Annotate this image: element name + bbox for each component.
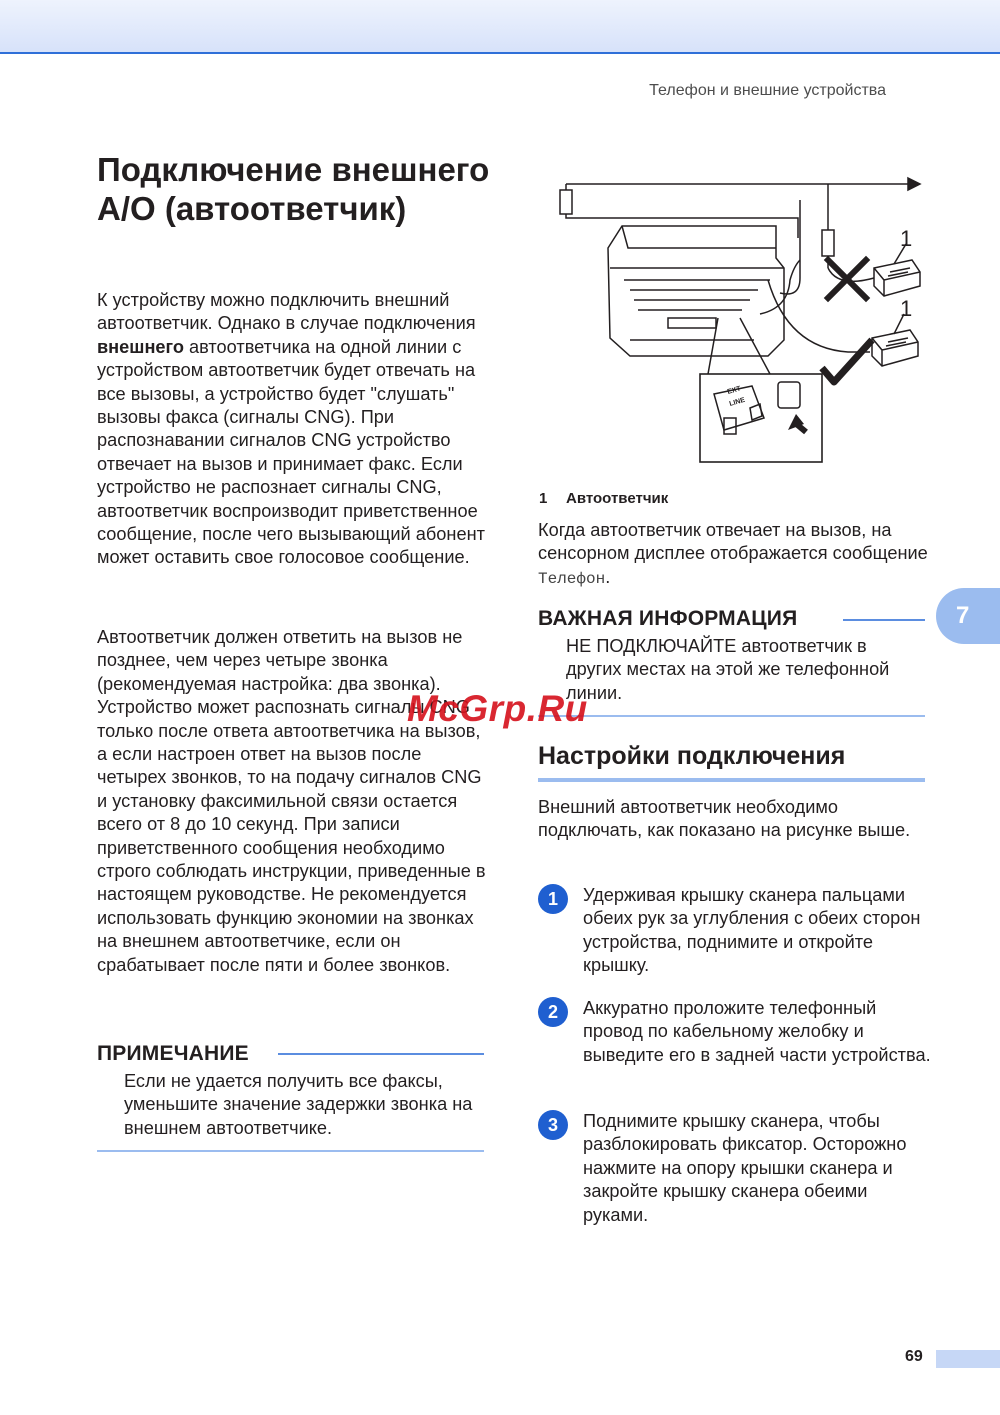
timing-paragraph: Автоответчик должен ответить на вызов не позднее, чем через четыре звонка (рекомендуемая настройка: два звонка). Устройство может распознать сигналы CNG только после ответа автоответчика на вызов, а если настроен ответ на вызов после четырех звонков, то на подачу сигналов CNG и установку факсимильной связи остается всего от 8 до 10 секунд. При записи приветственного сообщения необходимо строго соблюдать инструкции, приведенные в настоящем руководстве. Не рекомендуется использовать функцию экономии на звонках на внешнем автоответчике, если он срабатывает после пяти и более звонков.	[97, 627, 486, 975]
page-number: 69	[905, 1348, 923, 1365]
top-header-band	[0, 0, 1000, 54]
callout-1-top: 1	[900, 226, 913, 251]
intro-text-end: автоответчика на одной линии с устройством автоответчик будет отвечать на все вызовы, а устройство будет "слушать" вызовы факса (сигналы CNG). При распознавании сигналов CNG устройство отвечает на вызов и принимает факс. Если устройство не распознает сигналы CNG, автоответчик воспроизводит приветственное сообщение, после чего вызывающий абонент может оставить свое голосовое сообщение.	[97, 336, 485, 568]
parallel-jack-icon	[822, 230, 834, 256]
figure-legend	[539, 490, 668, 507]
important-text: НЕ ПОДКЛЮЧАЙТЕ автоответчик в других местах на этой же телефонной линии.	[566, 636, 890, 703]
answering-machine-top-icon	[874, 260, 920, 296]
step-1-number-icon: 1	[538, 884, 568, 914]
important-rule-top	[843, 619, 925, 621]
running-header: Телефон и внешние устройства	[649, 82, 886, 99]
legend-number: 1	[539, 490, 548, 507]
step-3-text: Поднимите крышку сканера, чтобы разблокировать фиксатор. Осторожно нажмите на опору крышки сканера и закройте крышку сканера обеими руками.	[583, 1111, 907, 1225]
watermark: McGrp.Ru	[407, 688, 588, 729]
note-rule-top	[278, 1053, 484, 1055]
note-rule-bottom	[97, 1150, 484, 1152]
step-1-text: Удерживая крышку сканера пальцами обеих рук за углубления с обеих сторон устройства, поднимите и откройте крышку.	[583, 885, 921, 976]
note-title: ПРИМЕЧАНИЕ	[97, 1042, 249, 1065]
cross-icon	[828, 260, 866, 298]
step-2-number-icon: 2	[538, 997, 568, 1027]
intro-text-start: К устройству можно подключить внешний автоответчик. Однако в случае подключения	[97, 290, 476, 334]
answering-machine-bottom-icon	[872, 330, 918, 366]
display-message: Телефон	[538, 569, 606, 588]
wall-jack-icon	[560, 190, 572, 214]
page-number-bar	[936, 1350, 1000, 1368]
step-2-text: Аккуратно проложите телефонный провод по кабельному желобку и выведите его в задней части устройства.	[583, 998, 931, 1065]
section-title: Настройки подключения	[538, 742, 846, 770]
display-paragraph	[538, 519, 933, 591]
section-title-rule	[538, 778, 925, 782]
callout-1-bottom: 1	[900, 296, 913, 321]
port-label-line: LINE	[728, 396, 746, 408]
setup-intro-paragraph: Внешний автоответчик необходимо подключать, как показано на рисунке выше.	[538, 797, 911, 841]
connection-diagram	[538, 168, 930, 466]
step-3-number-icon: 3	[538, 1110, 568, 1140]
page-title: Подключение внешнего A/O (автоответчик)	[97, 151, 490, 227]
intro-paragraph	[97, 289, 487, 570]
important-title: ВАЖНАЯ ИНФОРМАЦИЯ	[538, 607, 798, 630]
checkmark-icon	[822, 340, 872, 382]
note-text: Если не удается получить все факсы, уменьшите значение задержки звонка на внешнем автоответчике.	[124, 1071, 473, 1138]
important-rule-bottom	[538, 715, 925, 717]
intro-bold-word: внешнего	[97, 336, 184, 357]
legend-label: Автоответчик	[566, 490, 669, 507]
port-detail-box	[700, 374, 822, 462]
display-paragraph-end: .	[605, 566, 611, 587]
port-label-ext: EXT	[726, 385, 742, 396]
chapter-tab: 7	[936, 588, 1000, 644]
machine-icon	[608, 226, 784, 356]
display-paragraph-text: Когда автоответчик отвечает на вызов, на сенсорном дисплее отображается сообщение	[538, 520, 928, 564]
line-arrow-icon	[908, 178, 920, 190]
